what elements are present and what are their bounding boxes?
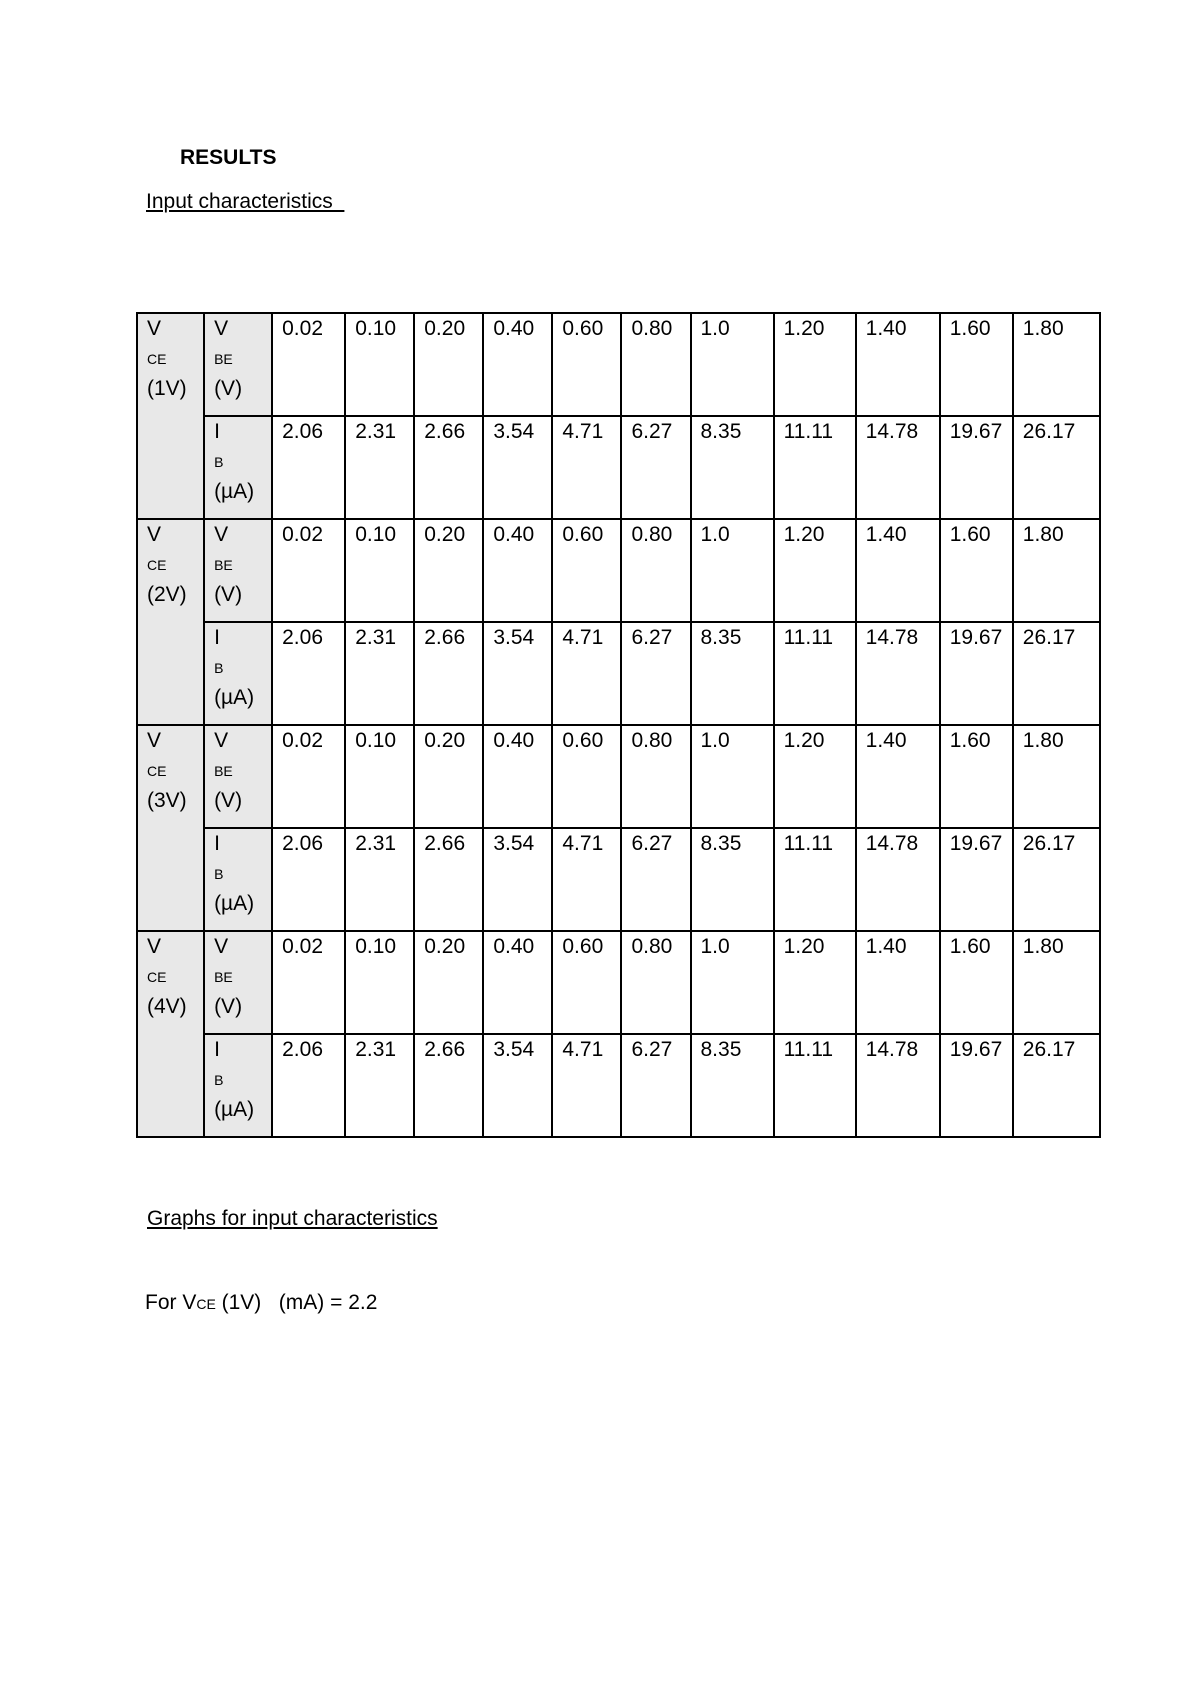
vbe-subscript: BE	[214, 969, 233, 985]
ib-cell	[856, 828, 940, 931]
vbe-cell	[345, 519, 414, 622]
ib-symbol: I	[214, 420, 220, 443]
ib-value: 11.11	[783, 832, 834, 855]
ib-cell	[414, 828, 483, 931]
vbe-cell	[856, 931, 940, 1034]
vbe-value: 0.20	[424, 729, 466, 752]
note-prefix: For V	[145, 1291, 197, 1314]
ib-cell	[552, 622, 621, 725]
ib-cell	[272, 416, 345, 519]
ib-cell	[1013, 828, 1100, 931]
vbe-cell	[414, 725, 483, 828]
ib-value: 14.78	[865, 626, 919, 649]
vbe-symbol: V	[214, 935, 229, 958]
results-table-body	[137, 313, 1100, 1137]
ib-value: 19.67	[949, 420, 1003, 443]
vbe-value: 0.10	[355, 523, 397, 546]
ib-symbol: I	[214, 1038, 220, 1061]
vbe-cell	[414, 313, 483, 416]
vbe-cell	[621, 313, 690, 416]
ib-cell	[774, 622, 856, 725]
ib-value: 4.71	[562, 420, 604, 443]
ib-symbol: I	[214, 626, 220, 649]
vbe-value: 1.40	[865, 317, 907, 340]
ib-cell	[621, 416, 690, 519]
vbe-value: 0.40	[493, 935, 535, 958]
vbe-cell	[774, 931, 856, 1034]
vbe-value: 0.60	[562, 317, 604, 340]
ib-cell	[552, 416, 621, 519]
vbe-value: 1.20	[783, 523, 825, 546]
vbe-value: 1.0	[700, 317, 730, 340]
vbe-cell	[483, 313, 552, 416]
ib-subscript: B	[214, 454, 224, 470]
ib-cell	[272, 1034, 345, 1137]
vbe-value: 1.60	[949, 523, 991, 546]
ib-subscript: B	[214, 1072, 224, 1088]
section-title-input-characteristics: Input characteristics	[146, 190, 345, 213]
ib-cell	[856, 1034, 940, 1137]
vbe-cell	[940, 313, 1013, 416]
ib-cell	[483, 828, 552, 931]
ib-value: 26.17	[1022, 1038, 1076, 1061]
ib-value: 4.71	[562, 832, 604, 855]
vbe-value: 1.40	[865, 729, 907, 752]
ib-unit: (µA)	[214, 480, 255, 503]
section-title-graphs: Graphs for input characteristics	[147, 1207, 438, 1230]
vbe-cell	[940, 931, 1013, 1034]
ib-value: 6.27	[631, 420, 673, 443]
ib-value: 3.54	[493, 1038, 535, 1061]
vbe-value: 1.20	[783, 935, 825, 958]
vbe-cell	[1013, 313, 1100, 416]
vce-subscript: CE	[147, 969, 167, 985]
ib-cell	[345, 828, 414, 931]
vbe-cell	[621, 725, 690, 828]
ib-value: 2.31	[355, 420, 397, 443]
vbe-value: 1.0	[700, 729, 730, 752]
vbe-value: 0.20	[424, 317, 466, 340]
ib-value: 8.35	[700, 832, 742, 855]
vbe-cell	[621, 519, 690, 622]
ib-cell	[483, 622, 552, 725]
vbe-cell	[345, 313, 414, 416]
vce-subscript: CE	[147, 351, 167, 367]
ib-cell	[774, 1034, 856, 1137]
vbe-unit: (V)	[214, 995, 243, 1018]
vbe-cell	[940, 725, 1013, 828]
ib-value: 14.78	[865, 420, 919, 443]
ib-value: 2.06	[282, 1038, 323, 1061]
vce-value: (3V)	[147, 789, 187, 812]
ib-cell	[691, 1034, 774, 1137]
ib-symbol: I	[214, 832, 220, 855]
vbe-value: 0.60	[562, 729, 604, 752]
ib-cell	[414, 416, 483, 519]
ib-cell	[345, 622, 414, 725]
ib-unit: (µA)	[214, 1098, 255, 1121]
vce-group-label	[137, 931, 204, 1137]
table-row-ib	[137, 1034, 1100, 1137]
vce-group-label	[137, 725, 204, 931]
vbe-value: 1.40	[865, 935, 907, 958]
ib-value: 11.11	[783, 626, 834, 649]
vbe-cell	[272, 519, 345, 622]
vbe-cell	[552, 931, 621, 1034]
vbe-cell	[272, 725, 345, 828]
vbe-cell	[414, 519, 483, 622]
vbe-cell	[691, 519, 774, 622]
vbe-value: 1.80	[1022, 935, 1064, 958]
vbe-row-label	[204, 931, 272, 1034]
vbe-value: 0.60	[562, 935, 604, 958]
vbe-symbol: V	[214, 523, 229, 546]
vbe-symbol: V	[214, 317, 229, 340]
table-row-ib	[137, 416, 1100, 519]
ib-value: 2.31	[355, 626, 397, 649]
ib-cell	[691, 416, 774, 519]
ib-subscript: B	[214, 866, 224, 882]
ib-cell	[345, 416, 414, 519]
vbe-value: 1.0	[700, 935, 730, 958]
vbe-value: 0.02	[282, 935, 323, 958]
ib-cell	[414, 622, 483, 725]
ib-value: 2.66	[424, 420, 466, 443]
ib-value: 19.67	[949, 832, 1003, 855]
vbe-cell	[1013, 519, 1100, 622]
vbe-symbol: V	[214, 729, 229, 752]
vbe-value: 0.80	[631, 523, 673, 546]
ib-value: 2.06	[282, 626, 323, 649]
vbe-value: 0.60	[562, 523, 604, 546]
vce-symbol: V	[147, 317, 162, 340]
vbe-cell	[691, 931, 774, 1034]
ib-cell	[940, 622, 1013, 725]
ib-value: 2.06	[282, 420, 323, 443]
vbe-value: 0.40	[493, 523, 535, 546]
result-note	[145, 1291, 377, 1315]
ib-cell	[940, 416, 1013, 519]
ib-row-label	[204, 622, 272, 725]
vbe-row-label	[204, 725, 272, 828]
note-suffix: (1V) (mA) = 2.2	[215, 1291, 378, 1314]
ib-value: 2.06	[282, 832, 323, 855]
vbe-value: 0.80	[631, 935, 673, 958]
ib-cell	[483, 1034, 552, 1137]
ib-cell	[774, 416, 856, 519]
ib-cell	[552, 828, 621, 931]
vbe-row-label	[204, 313, 272, 416]
vbe-cell	[483, 931, 552, 1034]
vbe-cell	[345, 725, 414, 828]
vbe-cell	[483, 519, 552, 622]
ib-cell	[691, 828, 774, 931]
vbe-value: 1.60	[949, 729, 991, 752]
vbe-cell	[414, 931, 483, 1034]
vbe-cell	[774, 519, 856, 622]
vbe-value: 0.80	[631, 729, 673, 752]
vce-value: (2V)	[147, 583, 187, 606]
vbe-cell	[272, 313, 345, 416]
ib-cell	[345, 1034, 414, 1137]
vbe-value: 0.02	[282, 523, 323, 546]
ib-row-label	[204, 828, 272, 931]
table-row-vbe	[137, 931, 1100, 1034]
vbe-value: 1.80	[1022, 317, 1064, 340]
vbe-value: 0.02	[282, 317, 323, 340]
ib-cell	[856, 416, 940, 519]
vbe-value: 0.20	[424, 935, 466, 958]
vbe-value: 0.80	[631, 317, 673, 340]
ib-cell	[856, 622, 940, 725]
ib-cell	[621, 1034, 690, 1137]
vbe-value: 1.80	[1022, 729, 1064, 752]
ib-value: 6.27	[631, 1038, 673, 1061]
ib-value: 3.54	[493, 832, 535, 855]
vbe-cell	[272, 931, 345, 1034]
vbe-subscript: BE	[214, 351, 233, 367]
ib-value: 2.66	[424, 832, 466, 855]
ib-cell	[1013, 416, 1100, 519]
vbe-cell	[552, 519, 621, 622]
ib-value: 8.35	[700, 420, 742, 443]
vbe-row-label	[204, 519, 272, 622]
vce-symbol: V	[147, 935, 162, 958]
table-row-vbe	[137, 313, 1100, 416]
vbe-value: 0.20	[424, 523, 466, 546]
vbe-cell	[691, 313, 774, 416]
ib-cell	[272, 622, 345, 725]
ib-value: 6.27	[631, 832, 673, 855]
ib-cell	[621, 828, 690, 931]
ib-value: 3.54	[493, 420, 535, 443]
vbe-value: 1.20	[783, 729, 825, 752]
ib-cell	[1013, 1034, 1100, 1137]
vbe-cell	[552, 313, 621, 416]
ib-value: 14.78	[865, 1038, 919, 1061]
ib-value: 26.17	[1022, 420, 1076, 443]
vbe-value: 0.40	[493, 317, 535, 340]
vbe-cell	[774, 313, 856, 416]
page-heading: RESULTS	[180, 146, 277, 169]
vbe-cell	[1013, 931, 1100, 1034]
vbe-unit: (V)	[214, 583, 243, 606]
vbe-value: 0.10	[355, 935, 397, 958]
ib-cell	[272, 828, 345, 931]
vbe-cell	[345, 931, 414, 1034]
vce-group-label	[137, 519, 204, 725]
ib-unit: (µA)	[214, 892, 255, 915]
vce-subscript: CE	[147, 763, 167, 779]
ib-value: 8.35	[700, 1038, 742, 1061]
vbe-value: 0.10	[355, 317, 397, 340]
vbe-cell	[856, 725, 940, 828]
table-row-vbe	[137, 725, 1100, 828]
vbe-value: 0.10	[355, 729, 397, 752]
ib-value: 14.78	[865, 832, 919, 855]
vbe-value: 1.0	[700, 523, 730, 546]
vbe-value: 1.60	[949, 317, 991, 340]
vbe-value: 1.80	[1022, 523, 1064, 546]
ib-value: 3.54	[493, 626, 535, 649]
ib-value: 8.35	[700, 626, 742, 649]
ib-value: 2.66	[424, 1038, 466, 1061]
vce-group-label	[137, 313, 204, 519]
vbe-cell	[621, 931, 690, 1034]
ib-row-label	[204, 1034, 272, 1137]
vbe-cell	[774, 725, 856, 828]
ib-value: 2.31	[355, 832, 397, 855]
vbe-value: 1.20	[783, 317, 825, 340]
ib-cell	[552, 1034, 621, 1137]
vce-subscript: CE	[147, 557, 167, 573]
vbe-cell	[483, 725, 552, 828]
ib-value: 2.31	[355, 1038, 397, 1061]
vce-value: (1V)	[147, 377, 187, 400]
vce-symbol: V	[147, 523, 162, 546]
vbe-subscript: BE	[214, 763, 233, 779]
table-row-vbe	[137, 519, 1100, 622]
vbe-unit: (V)	[214, 789, 243, 812]
table-row-ib	[137, 828, 1100, 931]
vce-value: (4V)	[147, 995, 187, 1018]
ib-cell	[1013, 622, 1100, 725]
vbe-cell	[856, 519, 940, 622]
ib-value: 4.71	[562, 1038, 604, 1061]
ib-cell	[483, 416, 552, 519]
table-row-ib	[137, 622, 1100, 725]
ib-cell	[691, 622, 774, 725]
note-subscript: CE	[196, 1296, 216, 1312]
vbe-unit: (V)	[214, 377, 243, 400]
ib-unit: (µA)	[214, 686, 255, 709]
ib-value: 2.66	[424, 626, 466, 649]
vbe-value: 0.40	[493, 729, 535, 752]
vbe-value: 1.60	[949, 935, 991, 958]
ib-value: 19.67	[949, 1038, 1003, 1061]
ib-value: 11.11	[783, 420, 834, 443]
vbe-cell	[856, 313, 940, 416]
ib-cell	[940, 1034, 1013, 1137]
ib-value: 26.17	[1022, 626, 1076, 649]
ib-cell	[940, 828, 1013, 931]
ib-cell	[621, 622, 690, 725]
vbe-cell	[940, 519, 1013, 622]
ib-value: 4.71	[562, 626, 604, 649]
ib-subscript: B	[214, 660, 224, 676]
ib-value: 6.27	[631, 626, 673, 649]
vbe-value: 1.40	[865, 523, 907, 546]
ib-value: 11.11	[783, 1038, 834, 1061]
vbe-cell	[1013, 725, 1100, 828]
ib-value: 26.17	[1022, 832, 1076, 855]
vbe-cell	[552, 725, 621, 828]
vbe-subscript: BE	[214, 557, 233, 573]
vbe-value: 0.02	[282, 729, 323, 752]
ib-value: 19.67	[949, 626, 1003, 649]
ib-cell	[774, 828, 856, 931]
ib-row-label	[204, 416, 272, 519]
results-table	[136, 312, 1101, 1138]
vbe-cell	[691, 725, 774, 828]
ib-cell	[414, 1034, 483, 1137]
vce-symbol: V	[147, 729, 162, 752]
